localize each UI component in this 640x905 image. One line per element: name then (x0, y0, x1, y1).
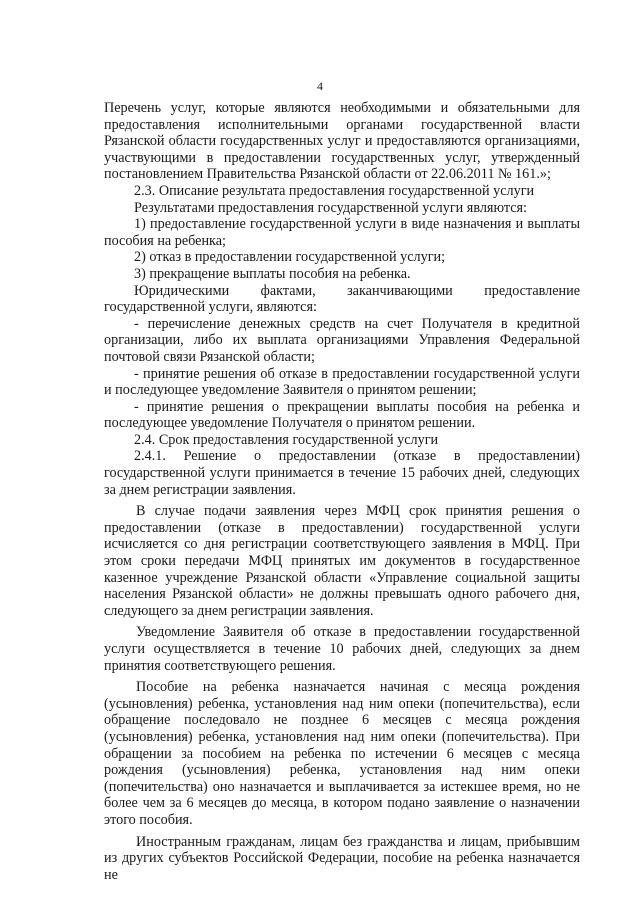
paragraph-legal-facts: Юридическими фактами, заканчивающими предоставление государственной услуги, являются: (104, 282, 580, 316)
paragraph-mfc-deadline: В случае подачи заявления через МФЦ срок принятия решения о предоставлении (отказе в предоставлении) государственной услуги исчисляется со дня регистрации соответствующего заявления в МФЦ. При этом сроки передачи МФЦ принятых им документов в государственное казенное учреждение Рязанской области «Управление социальной защиты населения Рязанской области» не должны превышать одного рабочего дня, следующего за днем регистрации заявления. (104, 503, 580, 619)
paragraph-2-4-1: 2.4.1. Решение о предоставлении (отказе в предоставлении) государственной услуги принимается в течение 15 рабочих дней, следующих за днем регистрации заявления. (104, 448, 580, 498)
section-heading-2-3: 2.3. Описание результата предоставления государственной услуги (134, 182, 535, 199)
paragraph-refusal-notice: Уведомление Заявителя об отказе в предоставлении государственной услуги осуществляется в течение 10 рабочих дней, следующих за днем принятия соответствующего решения. (104, 624, 580, 674)
list-item-result-1: 1) предоставление государственной услуги в виде назначения и выплаты пособия на ребенка; (104, 216, 580, 249)
section-heading-2-4: 2.4. Срок предоставления государственной услуги (134, 431, 439, 448)
list-item-fact-3: - принятие решения о прекращении выплаты пособия на ребенка и последующее уведомление Получателя о принятом решении. (104, 398, 580, 432)
list-item-result-2: 2) отказ в предоставлении государственной услуги; (134, 249, 446, 266)
list-item-fact-1: - перечисление денежных средств на счет Получателя в кредитной организации, либо их выплата организациями Управления Федеральной почтовой связи Рязанской области; (104, 315, 580, 365)
paragraph-foreign-citizens: Иностранным гражданам, лицам без гражданства и лицам, прибывшим из других субъектов Российской Федерации, пособие на ребенка назначается не (104, 833, 580, 883)
page-number: 4 (317, 79, 323, 93)
paragraph-benefit-assignment: Пособие на ребенка назначается начиная с месяца рождения (усыновления) ребенка, установления над ним опеки (попечительства), если обращение последовало не позднее 6 месяцев с месяца рождения (усыновления) ребенка, установления над ним опеки (попечительства). При обращении за пособием на ребенка по истечении 6 месяцев с месяца рождения (усыновления) ребенка, установления над ним опеки (попечительства) оно назначается и выплачивается за истекшее время, но не более чем за 6 месяцев до месяца, в котором подано заявление о назначении этого пособия. (104, 679, 580, 828)
paragraph-results-intro: Результатами предоставления государственной услуги являются: (134, 199, 528, 216)
list-item-fact-2: - принятие решения об отказе в предоставлении государственной услуги и последующее уведомление Заявителя о принятом решении; (104, 365, 580, 399)
paragraph-service-list: Перечень услуг, которые являются необходимыми и обязательными для предоставления исполнительными органами государственной власти Рязанской области государственных услуг и предоставляются организациями, участвующими в предоставлении государственных услуг, утвержденный постановлением Правительства Рязанской области от 22.06.2011 № 161.»; (104, 100, 580, 183)
document-body (104, 100, 580, 883)
list-item-result-3: 3) прекращение выплаты пособия на ребенка. (134, 265, 411, 282)
